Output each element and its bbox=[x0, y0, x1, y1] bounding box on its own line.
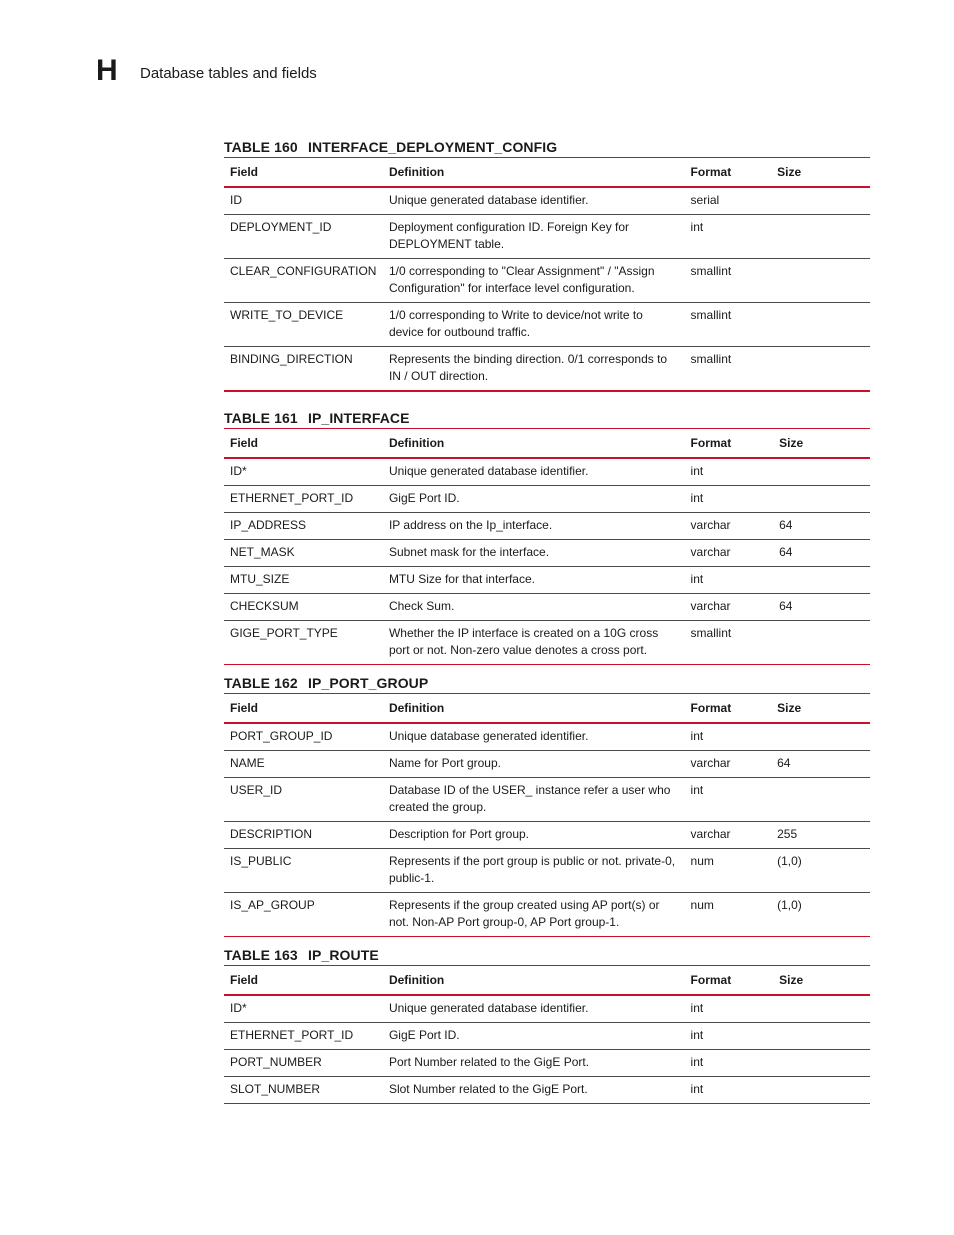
table-header-row bbox=[224, 966, 870, 996]
table-row bbox=[224, 259, 870, 303]
format-cell: serial bbox=[690, 193, 720, 207]
format-cell: varchar bbox=[690, 827, 731, 841]
table-caption bbox=[224, 137, 870, 157]
format-cell: int bbox=[690, 464, 704, 478]
column-header-definition: Definition bbox=[388, 701, 445, 715]
table-160-block bbox=[224, 137, 870, 392]
size-cell bbox=[771, 723, 870, 751]
definition-cell: GigE Port ID. bbox=[388, 491, 460, 505]
column-header-definition: Definition bbox=[388, 165, 445, 179]
table-161-block bbox=[224, 408, 870, 665]
format-cell: varchar bbox=[690, 599, 731, 613]
field-cell: NET_MASK bbox=[230, 545, 295, 559]
definition-cell: Unique database generated identifier. bbox=[388, 729, 589, 743]
size-cell bbox=[771, 347, 870, 392]
table-caption bbox=[224, 673, 870, 693]
table-row bbox=[224, 751, 870, 778]
field-cell: ID bbox=[230, 193, 242, 207]
definition-cell: Unique generated database identifier. bbox=[388, 1001, 589, 1015]
format-cell: varchar bbox=[690, 518, 731, 532]
definition-cell: 1/0 corresponding to Write to device/not write to device for outbound traffic. bbox=[388, 308, 643, 339]
size-cell: (1,0) bbox=[777, 854, 802, 868]
format-cell: int bbox=[690, 572, 704, 586]
table-caption bbox=[224, 408, 870, 428]
size-cell bbox=[771, 259, 870, 303]
definition-cell: Represents if the group created using AP port(s) or not. Non-AP Port group-0, AP Port group-1. bbox=[388, 898, 660, 929]
definition-cell: Subnet mask for the interface. bbox=[388, 545, 550, 559]
table-number: TABLE 160 bbox=[224, 139, 298, 155]
format-cell: smallint bbox=[690, 626, 732, 640]
definition-cell: Unique generated database identifier. bbox=[388, 193, 589, 207]
format-cell: int bbox=[690, 1055, 704, 1069]
format-cell: varchar bbox=[690, 756, 731, 770]
size-cell: 64 bbox=[779, 545, 793, 559]
format-cell: int bbox=[690, 783, 704, 797]
table-header-row bbox=[224, 429, 870, 459]
definition-cell: Name for Port group. bbox=[388, 756, 501, 770]
size-cell: (1,0) bbox=[777, 898, 802, 912]
table-ip-interface bbox=[224, 428, 870, 665]
definition-cell: Port Number related to the GigE Port. bbox=[388, 1055, 590, 1069]
table-row bbox=[224, 849, 870, 893]
field-cell: IS_AP_GROUP bbox=[230, 898, 315, 912]
column-header-field: Field bbox=[230, 701, 259, 715]
column-header-format: Format bbox=[690, 436, 732, 450]
definition-cell: Check Sum. bbox=[388, 599, 455, 613]
definition-cell: 1/0 corresponding to "Clear Assignment" / "Assign Configuration" for interface level configuration. bbox=[388, 264, 655, 295]
format-cell: num bbox=[690, 898, 714, 912]
format-cell: smallint bbox=[690, 264, 732, 278]
column-header-field: Field bbox=[230, 165, 259, 179]
field-cell: DESCRIPTION bbox=[230, 827, 313, 841]
format-cell: smallint bbox=[690, 308, 732, 322]
chapter-letter: H bbox=[96, 54, 118, 87]
size-cell bbox=[771, 567, 870, 594]
field-cell: PORT_NUMBER bbox=[230, 1055, 322, 1069]
table-row bbox=[224, 1023, 870, 1050]
size-cell bbox=[771, 187, 870, 215]
field-cell: ETHERNET_PORT_ID bbox=[230, 1028, 354, 1042]
definition-cell: Database ID of the USER_ instance refer a user who created the group. bbox=[388, 783, 671, 814]
table-name: IP_ROUTE bbox=[308, 947, 379, 963]
table-row bbox=[224, 540, 870, 567]
table-row bbox=[224, 995, 870, 1023]
table-ip-port-group bbox=[224, 693, 870, 937]
column-header-format: Format bbox=[690, 701, 732, 715]
definition-cell: Whether the IP interface is created on a 10G cross port or not. Non-zero value denotes a cross port. bbox=[388, 626, 659, 657]
column-header-definition: Definition bbox=[388, 436, 445, 450]
definition-cell: Deployment configuration ID. Foreign Key for DEPLOYMENT table. bbox=[388, 220, 630, 251]
table-row bbox=[224, 1050, 870, 1077]
table-row bbox=[224, 621, 870, 665]
size-cell bbox=[771, 215, 870, 259]
size-cell bbox=[771, 778, 870, 822]
table-row bbox=[224, 458, 870, 486]
field-cell: PORT_GROUP_ID bbox=[230, 729, 333, 743]
field-cell: IP_ADDRESS bbox=[230, 518, 307, 532]
definition-cell: Description for Port group. bbox=[388, 827, 529, 841]
field-cell: ETHERNET_PORT_ID bbox=[230, 491, 354, 505]
table-row bbox=[224, 1077, 870, 1104]
field-cell: USER_ID bbox=[230, 783, 283, 797]
format-cell: num bbox=[690, 854, 714, 868]
size-cell bbox=[771, 621, 870, 665]
column-header-format: Format bbox=[690, 973, 732, 987]
size-cell bbox=[771, 458, 870, 486]
format-cell: smallint bbox=[690, 352, 732, 366]
column-header-field: Field bbox=[230, 973, 259, 987]
column-header-size: Size bbox=[777, 165, 802, 179]
size-cell bbox=[771, 486, 870, 513]
table-row bbox=[224, 513, 870, 540]
table-row bbox=[224, 187, 870, 215]
definition-cell: MTU Size for that interface. bbox=[388, 572, 535, 586]
column-header-field: Field bbox=[230, 436, 259, 450]
column-header-size: Size bbox=[779, 436, 804, 450]
size-cell bbox=[771, 1050, 870, 1077]
field-cell: ID* bbox=[230, 1001, 247, 1015]
size-cell bbox=[771, 1077, 870, 1104]
definition-cell: Unique generated database identifier. bbox=[388, 464, 589, 478]
field-cell: BINDING_DIRECTION bbox=[230, 352, 353, 366]
field-cell: MTU_SIZE bbox=[230, 572, 290, 586]
table-row bbox=[224, 347, 870, 392]
size-cell: 255 bbox=[777, 827, 798, 841]
field-cell: GIGE_PORT_TYPE bbox=[230, 626, 338, 640]
column-header-definition: Definition bbox=[388, 973, 445, 987]
table-interface-deployment-config bbox=[224, 157, 870, 392]
field-cell: NAME bbox=[230, 756, 265, 770]
field-cell: ID* bbox=[230, 464, 247, 478]
table-number: TABLE 162 bbox=[224, 675, 298, 691]
table-row bbox=[224, 893, 870, 937]
column-header-size: Size bbox=[779, 973, 804, 987]
table-row bbox=[224, 778, 870, 822]
table-name: INTERFACE_DEPLOYMENT_CONFIG bbox=[308, 139, 558, 155]
table-163-block bbox=[224, 945, 870, 1104]
table-row bbox=[224, 723, 870, 751]
field-cell: WRITE_TO_DEVICE bbox=[230, 308, 344, 322]
table-row bbox=[224, 486, 870, 513]
format-cell: int bbox=[690, 1082, 704, 1096]
format-cell: int bbox=[690, 729, 704, 743]
size-cell: 64 bbox=[779, 518, 793, 532]
column-header-size: Size bbox=[777, 701, 802, 715]
size-cell bbox=[771, 303, 870, 347]
column-header-format: Format bbox=[690, 165, 732, 179]
format-cell: int bbox=[690, 1028, 704, 1042]
field-cell: CLEAR_CONFIGURATION bbox=[230, 264, 377, 278]
definition-cell: GigE Port ID. bbox=[388, 1028, 460, 1042]
table-number: TABLE 163 bbox=[224, 947, 298, 963]
table-number: TABLE 161 bbox=[224, 410, 298, 426]
field-cell: DEPLOYMENT_ID bbox=[230, 220, 332, 234]
definition-cell: Slot Number related to the GigE Port. bbox=[388, 1082, 588, 1096]
table-row bbox=[224, 215, 870, 259]
table-row bbox=[224, 567, 870, 594]
table-row bbox=[224, 303, 870, 347]
definition-cell: Represents the binding direction. 0/1 corresponds to IN / OUT direction. bbox=[388, 352, 668, 383]
table-name: IP_INTERFACE bbox=[308, 410, 410, 426]
size-cell: 64 bbox=[779, 599, 793, 613]
field-cell: IS_PUBLIC bbox=[230, 854, 292, 868]
size-cell: 64 bbox=[777, 756, 791, 770]
page-header-title: Database tables and fields bbox=[140, 65, 317, 82]
table-header-row bbox=[224, 694, 870, 724]
table-row bbox=[224, 822, 870, 849]
table-caption bbox=[224, 945, 870, 965]
table-ip-route bbox=[224, 965, 870, 1104]
format-cell: int bbox=[690, 491, 704, 505]
table-162-block bbox=[224, 673, 870, 937]
definition-cell: Represents if the port group is public or not. private-0, public-1. bbox=[388, 854, 676, 885]
field-cell: CHECKSUM bbox=[230, 599, 299, 613]
size-cell bbox=[771, 995, 870, 1023]
table-row bbox=[224, 594, 870, 621]
format-cell: int bbox=[690, 1001, 704, 1015]
format-cell: int bbox=[690, 220, 704, 234]
table-name: IP_PORT_GROUP bbox=[308, 675, 429, 691]
field-cell: SLOT_NUMBER bbox=[230, 1082, 321, 1096]
format-cell: varchar bbox=[690, 545, 731, 559]
size-cell bbox=[771, 1023, 870, 1050]
definition-cell: IP address on the Ip_interface. bbox=[388, 518, 553, 532]
table-header-row bbox=[224, 158, 870, 188]
